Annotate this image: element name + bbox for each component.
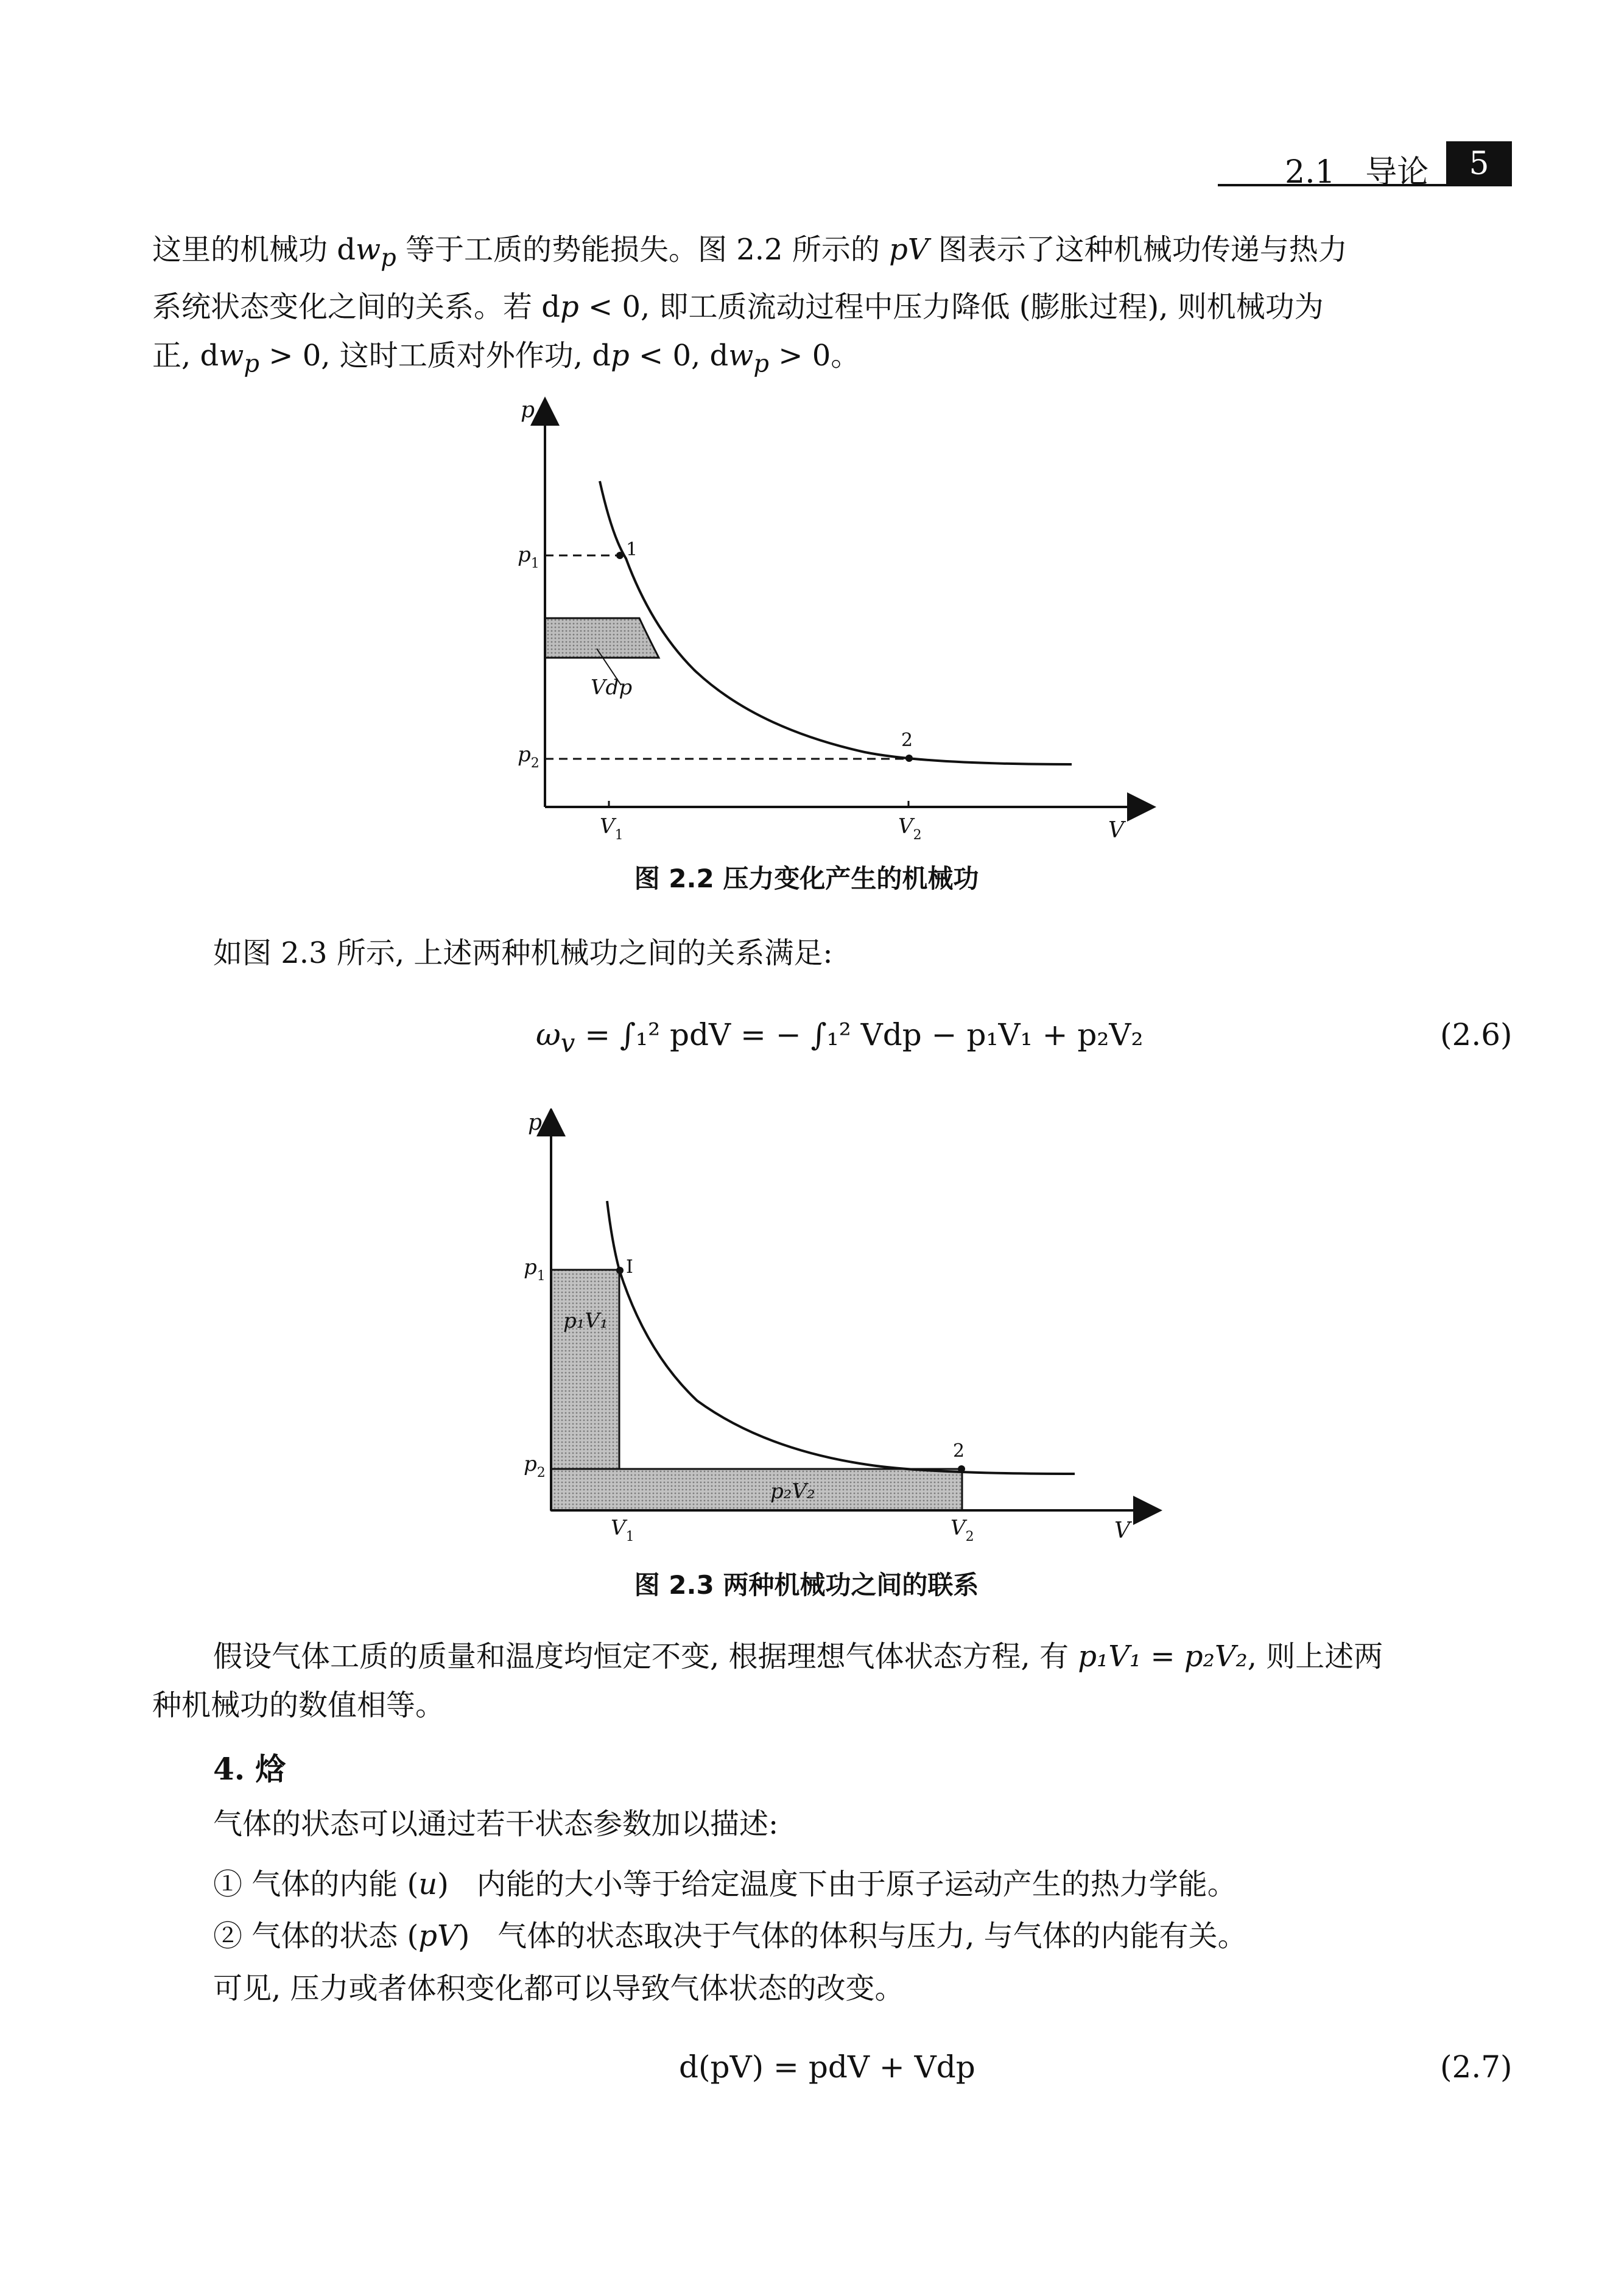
p1-label: $p_1$ [518,543,539,571]
paragraph-4: 气体的状态可以通过若干状态参数加以描述: [213,1807,779,1841]
area-p2v2-label: p₂V₂ [770,1479,815,1504]
v1-label: $V_1$ [611,1516,634,1544]
paragraph-1: 这里的机械功 $dw_p$ 等于工质的势能损失。图 2.2 所示的 pV 图表示了这种机械功传递与热力 系统状态变化之间的关系。若 dp < 0, 即工质流动过程中压力降低 (膨胀过程), 则机械功为 正, $dw_p > 0$, 这时工质对外作功, dp < 0, $dw_p > 0$。 [152,233,1348,378]
expansion-curve [607,1201,1075,1474]
list-item-1: ① 气体的内能 (u) 内能的大小等于给定温度下由于原子运动产生的热力学能。 [213,1867,1237,1901]
page-number: 5 [1446,141,1512,186]
section-title: 导论 [1365,154,1429,191]
paragraph-3: 假设气体工质的质量和温度均恒定不变, 根据理想气体状态方程, 有 p₁V₁ = p₂V₂, 则上述两 种机械功的数值相等。 [152,1639,1383,1722]
point-2-label: 2 [953,1440,965,1462]
x-axis-label: V [1108,818,1124,840]
point-1-label: 1 [626,539,638,560]
v1-label: $V_1$ [600,814,624,840]
figure-2-3-caption: 图 2.3 两种机械功之间的联系 [634,1570,979,1600]
area-p1v1-label: p₁V₁ [563,1309,608,1333]
section-heading: 4. 焓 [213,1751,286,1787]
list-item-2: ② 气体的状态 (pV) 气体的状态取决于气体的体积与压力, 与气体的内能有关。 [213,1919,1247,1953]
p1-label: $p_1$ [524,1255,546,1284]
equation-2-6-number: (2.6) [1440,1017,1513,1052]
paragraph-5: 可见, 压力或者体积变化都可以导致气体状态的改变。 [213,1971,904,2005]
equation-2-7: d(pV) = pdV + Vdp [679,2049,975,2085]
expansion-curve [600,481,1072,764]
equation-2-7-number: (2.7) [1440,2049,1513,2085]
v2-label: $V_2$ [951,1516,974,1544]
figure-2-2-caption: 图 2.2 压力变化产生的机械功 [634,864,979,893]
strip-label: Vdp [591,675,633,700]
p2-label: $p_2$ [524,1452,546,1481]
vdp-strip [545,618,659,658]
header-rule [1218,184,1504,186]
figure-2-2 [499,396,1169,840]
equation-2-6: $\omega_v = \int_1^2$ pdV = − ∫₁² Vdp − p₁V₁ + p₂V₂ [536,1017,1144,1058]
pv-diagram-2 [502,1108,1172,1547]
section-number: 2.1 [1285,154,1335,191]
point-1 [616,552,624,559]
figure-2-3 [502,1108,1172,1547]
point-2-label: 2 [901,730,913,751]
x-axis-label: V [1114,1518,1130,1543]
paragraph-2: 如图 2.3 所示, 上述两种机械功之间的关系满足: [213,936,833,970]
pv-diagram-1 [499,396,1169,840]
point-1-label: I [626,1256,633,1278]
point-2 [905,755,913,762]
area-p2v2 [551,1469,962,1510]
v2-label: $V_2$ [898,814,922,840]
y-axis-label: p [521,398,535,423]
p2-label: $p_2$ [518,742,539,771]
y-axis-label: p [528,1110,543,1135]
